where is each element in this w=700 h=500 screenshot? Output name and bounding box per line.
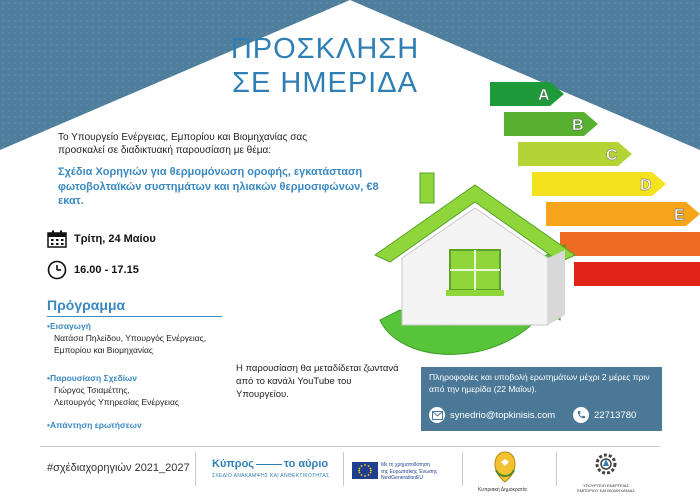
- cyprus-label: Κυπριακή Δημοκρατία: [478, 487, 527, 493]
- ministry-line: ΥΠΟΥΡΓΕΙΟ ΕΝΕΡΓΕΙΑΣ: [582, 483, 630, 488]
- email-contact[interactable]: [429, 407, 555, 423]
- kypros-left: Κύπρος: [212, 458, 255, 470]
- program-item: •Παρουσίαση Σχεδίων Γιώργος Τσιαμέττης, Λειτουργός Υπηρεσίας Ενέργειας: [47, 373, 179, 407]
- eu-line: της Ευρωπαϊκής Ένωσης: [381, 468, 438, 475]
- program-item-line: Λειτουργός Υπηρεσίας Ενέργειας: [54, 397, 179, 407]
- time-row: [47, 260, 139, 280]
- eu-line: Με τη χρηματοδότηση: [381, 462, 430, 468]
- email-icon: [429, 407, 445, 423]
- cyprus-emblem-icon: [490, 450, 520, 484]
- energy-bar-f: [560, 232, 700, 256]
- eu-flag-icon: [352, 462, 378, 479]
- email-address[interactable]: synedrio@topkinisis.com: [450, 409, 556, 421]
- energy-label-c: C: [606, 147, 618, 164]
- program-item-line: Εμπορίου και Βιομηχανίας: [54, 345, 154, 355]
- program-title: Πρόγραμμα: [47, 297, 126, 313]
- footer-divider: [40, 446, 660, 447]
- program-item: •Απάντηση ερωτήσεων: [47, 420, 142, 430]
- footer-separator: [195, 452, 196, 486]
- eu-line: NextGenerationEU: [381, 475, 423, 481]
- clock-icon: [47, 260, 67, 280]
- energy-label-e: E: [674, 207, 685, 224]
- date-row: [47, 230, 156, 248]
- live-stream-note: Η παρουσίαση θα μεταδίδεται ζωντανά από το κανάλι YouTube του Υπουργείου.: [236, 363, 399, 400]
- title-line-2: ΣΕ ΗΜΕΡΙΔΑ: [232, 67, 418, 99]
- energy-label-a: A: [538, 87, 550, 104]
- program-item-head: Απάντηση ερωτήσεων: [49, 420, 142, 430]
- energy-bar-a: [490, 82, 564, 106]
- event-date: Τρίτη, 24 Μαίου: [74, 233, 156, 245]
- program-item-line: Νατάσα Πηλείδου, Υπουργός Ενέργειας,: [54, 333, 207, 343]
- energy-bar-b: [504, 112, 598, 136]
- energy-label-d: D: [640, 177, 652, 194]
- hashtag: #σχέδιαχορηγιών 2021_2027: [47, 462, 190, 474]
- calendar-icon: [47, 230, 67, 248]
- program-item: •Εισαγωγή Νατάσα Πηλείδου, Υπουργός Ενέργειας, Εμπορίου και Βιομηχανίας: [47, 321, 207, 355]
- energy-label-b: B: [572, 117, 584, 134]
- footer-separator: [556, 452, 557, 486]
- event-time: 16.00 - 17.15: [74, 264, 139, 276]
- eu-funding-text: [381, 462, 471, 482]
- title-line-1: ΠΡΟΣΚΛΗΣΗ: [230, 33, 420, 65]
- phone-icon: [573, 407, 589, 423]
- program-item-head: Εισαγωγή: [49, 321, 91, 331]
- ministry-gear-icon: [592, 450, 620, 480]
- ministry-line: ΕΜΠΟΡΙΟΥ ΚΑΙ ΒΙΟΜΗΧΑΝΙΑΣ: [577, 488, 635, 493]
- energy-illustration: [360, 80, 685, 365]
- footer-separator: [462, 452, 463, 486]
- phone-number[interactable]: 22713780: [594, 409, 637, 421]
- kypros-logo: [212, 458, 328, 470]
- info-box: [421, 367, 662, 431]
- ministry-label: [576, 483, 636, 493]
- program-divider: [47, 316, 222, 317]
- info-box-text: Πληροφορίες και υποβολή ερωτημάτων μέχρι 2 μέρες πριν από την ημερίδα (22 Μαΐου).: [429, 372, 650, 394]
- energy-bar-g: [574, 262, 700, 286]
- kypros-right: το αύριο: [284, 458, 329, 470]
- program-item-head: Παρουσίαση Σχεδίων: [49, 373, 137, 383]
- program-item-line: Γιώργος Τσιαμέττης,: [54, 385, 130, 395]
- intro-text: Το Υπουργείο Ενέργειας, Εμπορίου και Βιομηχανίας σας προσκαλεί σε διαδικτυακή παρουσίαση με θέμα:: [58, 132, 308, 156]
- subject-text: Σχέδια Χορηγιών για θερμομόνωση οροφής, εγκατάσταση φωτοβολταϊκών συστημάτων και ηλιακών θερμοσιφώνων, €8 εκατ.: [58, 166, 379, 207]
- kypros-subtitle: ΣΧΕΔΙΟ ΑΝΑΚΑΜΨΗΣ ΚΑΙ ΑΝΘΕΚΤΙΚΟΤΗΤΑΣ: [212, 473, 330, 479]
- footer-separator: [343, 452, 344, 486]
- phone-contact[interactable]: [573, 407, 636, 423]
